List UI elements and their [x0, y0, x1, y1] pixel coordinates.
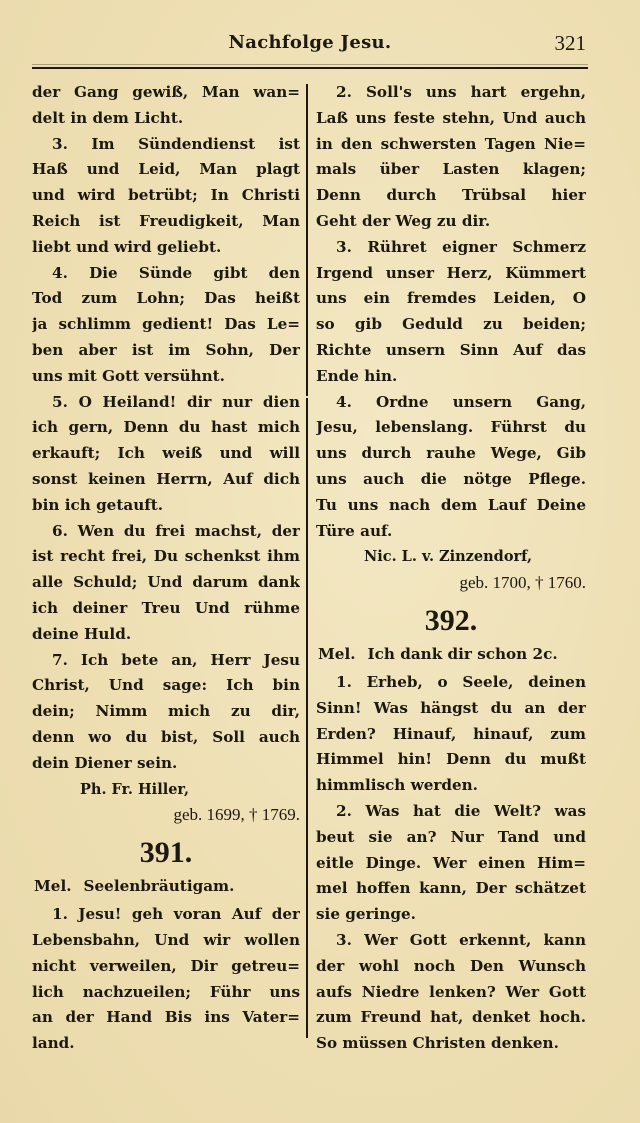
verse-line: Tod zum Lohn; Das heißt: [32, 289, 300, 308]
verse-line: ja schlimm gedient! Das Le=: [32, 315, 300, 334]
verse-line: lich nachzueilen; Führ uns: [32, 982, 300, 1001]
verse-line: Jesu, lebenslang. Führst du: [316, 418, 586, 437]
column-divider: [306, 398, 308, 1038]
text-line: delt in dem Licht.: [32, 108, 184, 127]
verse-line: Christ, Und sage: Ich bin: [32, 676, 300, 695]
verse-line: und wird betrübt; In Christi: [32, 186, 300, 205]
header-rule-thick: [32, 67, 588, 69]
verse-line: Sinn! Was hängst du an der: [316, 698, 586, 717]
verse-392-3: [316, 928, 586, 1057]
verse-line: eitle Dinge. Wer einen Him=: [316, 853, 586, 872]
verse-line: 2. Was hat die Welt? was: [336, 801, 586, 820]
verse-line: 5. O Heiland! dir nur dien: [52, 392, 300, 411]
verse-line: 6. Wen du frei machst, der: [52, 521, 300, 540]
verse-line: So müssen Christen denken.: [316, 1034, 559, 1053]
author-dates: geb. 1699, † 1769.: [173, 805, 300, 825]
header-rule-thin: [32, 64, 588, 65]
verse-line: der wohl noch Den Wunsch: [316, 956, 586, 975]
verse-line: ich gern, Denn du hast mich: [32, 418, 300, 437]
verse-390-3: [32, 132, 300, 261]
verse-line: Laß uns feste stehn, Und auch: [316, 108, 586, 127]
verse-line: Tu uns nach dem Lauf Deine: [316, 495, 586, 514]
page-number: 321: [554, 31, 586, 55]
verse-line: 1. Jesu! geh voran Auf der: [52, 905, 300, 924]
left-column: [32, 80, 300, 1057]
melody-name: Seelenbräutigam.: [83, 877, 235, 896]
verse-line: Türe auf.: [316, 521, 393, 540]
verse-line: land.: [32, 1034, 75, 1053]
verse-line: aufs Niedre lenken? Wer Gott: [316, 982, 586, 1001]
author-dates: geb. 1700, † 1760.: [459, 573, 586, 593]
verse-line: mel hoffen kann, Der schätzet: [316, 879, 586, 898]
verse-line: so gib Geduld zu beiden;: [316, 315, 586, 334]
verse-line: Denn durch Trübsal hier: [316, 186, 586, 205]
verse-line: uns ein fremdes Leiden, O: [316, 289, 586, 308]
verse-line: Ende hin.: [316, 366, 398, 385]
melody-label: Mel.: [34, 877, 72, 896]
verse-line: zum Freund hat, denket hoch.: [316, 1008, 586, 1027]
verse-line: denn wo du bist, Soll auch: [32, 727, 300, 746]
verse-line: Richte unsern Sinn Auf das: [316, 340, 586, 359]
verse-line: Reich ist Freudigkeit, Man: [32, 211, 300, 230]
verse-391-3: [316, 235, 586, 390]
verse-392-1: [316, 670, 586, 799]
verse-line: alle Schuld; Und darum dank: [32, 573, 300, 592]
verse-line: uns auch die nötge Pflege.: [316, 469, 586, 488]
verse-line: himmlisch werden.: [316, 776, 478, 795]
running-title: Nachfolge Jesu.: [228, 32, 392, 53]
verse-line: Haß und Leid, Man plagt: [32, 160, 300, 179]
verse-line: deine Huld.: [32, 624, 132, 643]
verse-line: 1. Erheb, o Seele, deinen: [336, 672, 586, 691]
verse-391-4: [316, 390, 586, 545]
verse-line: ben aber ist im Sohn, Der: [32, 340, 300, 359]
verse-line: 2. Soll's uns hart ergehn,: [336, 83, 586, 101]
verse-line: Himmel hin! Denn du mußt: [316, 750, 586, 769]
verse-line: ich deiner Treu Und rühme: [32, 598, 300, 617]
verse-392-2: [316, 799, 586, 928]
verse-line: sie geringe.: [316, 905, 416, 924]
page-header: [32, 24, 588, 64]
verse-line: ist recht frei, Du schenkst ihm: [32, 547, 300, 566]
verse-390-6: [32, 519, 300, 648]
right-column: [316, 80, 586, 1057]
verse-390-7: [32, 648, 300, 777]
verse-line: erkauft; Ich weiß und will: [32, 444, 300, 463]
verse-line: nicht verweilen, Dir getreu=: [32, 956, 300, 975]
melody-name: Ich dank dir schon 2c.: [367, 644, 558, 663]
verse-line: 7. Ich bete an, Herr Jesu: [52, 650, 300, 669]
verse-line: liebt und wird geliebt.: [32, 237, 222, 256]
verse-line: Lebensbahn, Und wir wollen: [32, 930, 300, 949]
melody-label: Mel.: [318, 644, 356, 663]
verse-line: dein; Nimm mich zu dir,: [32, 702, 300, 721]
verse-line: beut sie an? Nur Tand und: [316, 827, 586, 846]
verse-line: Irgend unser Herz, Kümmert: [316, 263, 586, 282]
author-name: Ph. Fr. Hiller,: [80, 780, 190, 798]
verse-line: in den schwersten Tagen Nie=: [316, 134, 586, 153]
verse-line: Geht der Weg zu dir.: [316, 211, 491, 230]
melody-line: [316, 642, 586, 670]
verse-line: 4. Ordne unsern Gang,: [336, 392, 586, 411]
verse-390-4: [32, 261, 300, 390]
verse-390-5: [32, 390, 300, 519]
verse-line: Erden? Hinauf, hinauf, zum: [316, 724, 586, 743]
hymn-number: 392.: [424, 603, 478, 637]
author-name: Nic. L. v. Zinzendorf,: [364, 548, 533, 566]
melody-line: [32, 874, 300, 902]
hymn-number: 391.: [139, 836, 193, 870]
verse-line: sonst keinen Herrn, Auf dich: [32, 469, 300, 488]
verse-line: uns mit Gott versühnt.: [32, 366, 225, 385]
verse-line: bin ich getauft.: [32, 495, 164, 514]
verse-line: 3. Wer Gott erkennt, kann: [336, 930, 586, 949]
column-divider: [306, 84, 308, 396]
verse-391-1: [32, 902, 300, 1057]
text-line: der Gang gewiß, Man wan=: [32, 83, 300, 101]
verse-391-2: [316, 80, 586, 235]
verse-line: 3. Im Sündendienst ist: [52, 134, 300, 153]
verse-line: uns durch rauhe Wege, Gib: [316, 444, 586, 463]
verse-line: 4. Die Sünde gibt den: [52, 263, 300, 282]
verse-line: an der Hand Bis ins Vater=: [32, 1008, 300, 1027]
verse-line: dein Diener sein.: [32, 753, 178, 772]
verse-line: 3. Rühret eigner Schmerz: [336, 237, 586, 256]
verse-line: mals über Lasten klagen;: [316, 160, 586, 179]
